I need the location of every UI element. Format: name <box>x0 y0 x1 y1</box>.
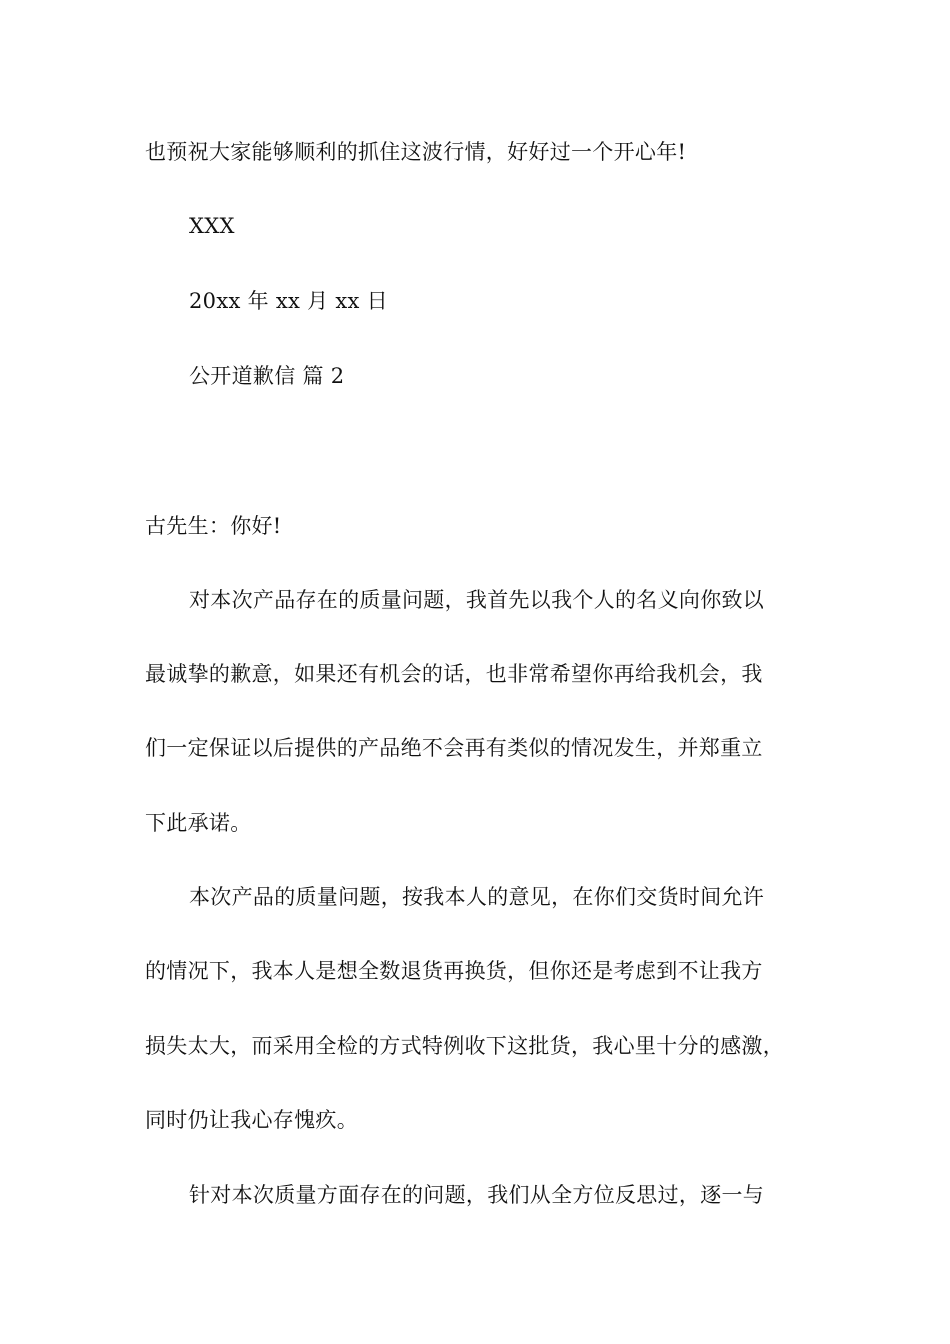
paragraph-2-line-1: 本次产品的质量问题，按我本人的意见，在你们交货时间允许 <box>189 885 765 909</box>
signature-name: XXX <box>189 214 235 238</box>
paragraph-2-line-4: 同时仍让我心存愧疚。 <box>145 1108 358 1132</box>
paragraph-2-line-2: 的情况下，我本人是想全数退货再换货，但你还是考虑到不让我方 <box>145 959 763 983</box>
paragraph-1-line-3: 们一定保证以后提供的产品绝不会再有类似的情况发生，并郑重立 <box>145 736 763 760</box>
paragraph-1-line-2: 最诚挚的歉意，如果还有机会的话，也非常希望你再给我机会，我 <box>145 662 763 686</box>
paragraph-1-line-4: 下此承诺。 <box>145 811 252 835</box>
section-title: 公开道歉信 篇 2 <box>189 364 345 388</box>
paragraph-3-line-1: 针对本次质量方面存在的问题，我们从全方位反思过，逐一与 <box>189 1183 765 1207</box>
closing-wish-line: 也预祝大家能够顺利的抓住这波行情，好好过一个开心年! <box>145 140 687 164</box>
signature-date: 20xx 年 xx 月 xx 日 <box>189 289 388 313</box>
paragraph-1-line-1: 对本次产品存在的质量问题，我首先以我个人的名义向你致以 <box>189 588 765 612</box>
salutation: 古先生：你好! <box>145 514 282 538</box>
paragraph-2-line-3: 损失太大，而采用全检的方式特例收下这批货，我心里十分的感激， <box>145 1034 784 1058</box>
